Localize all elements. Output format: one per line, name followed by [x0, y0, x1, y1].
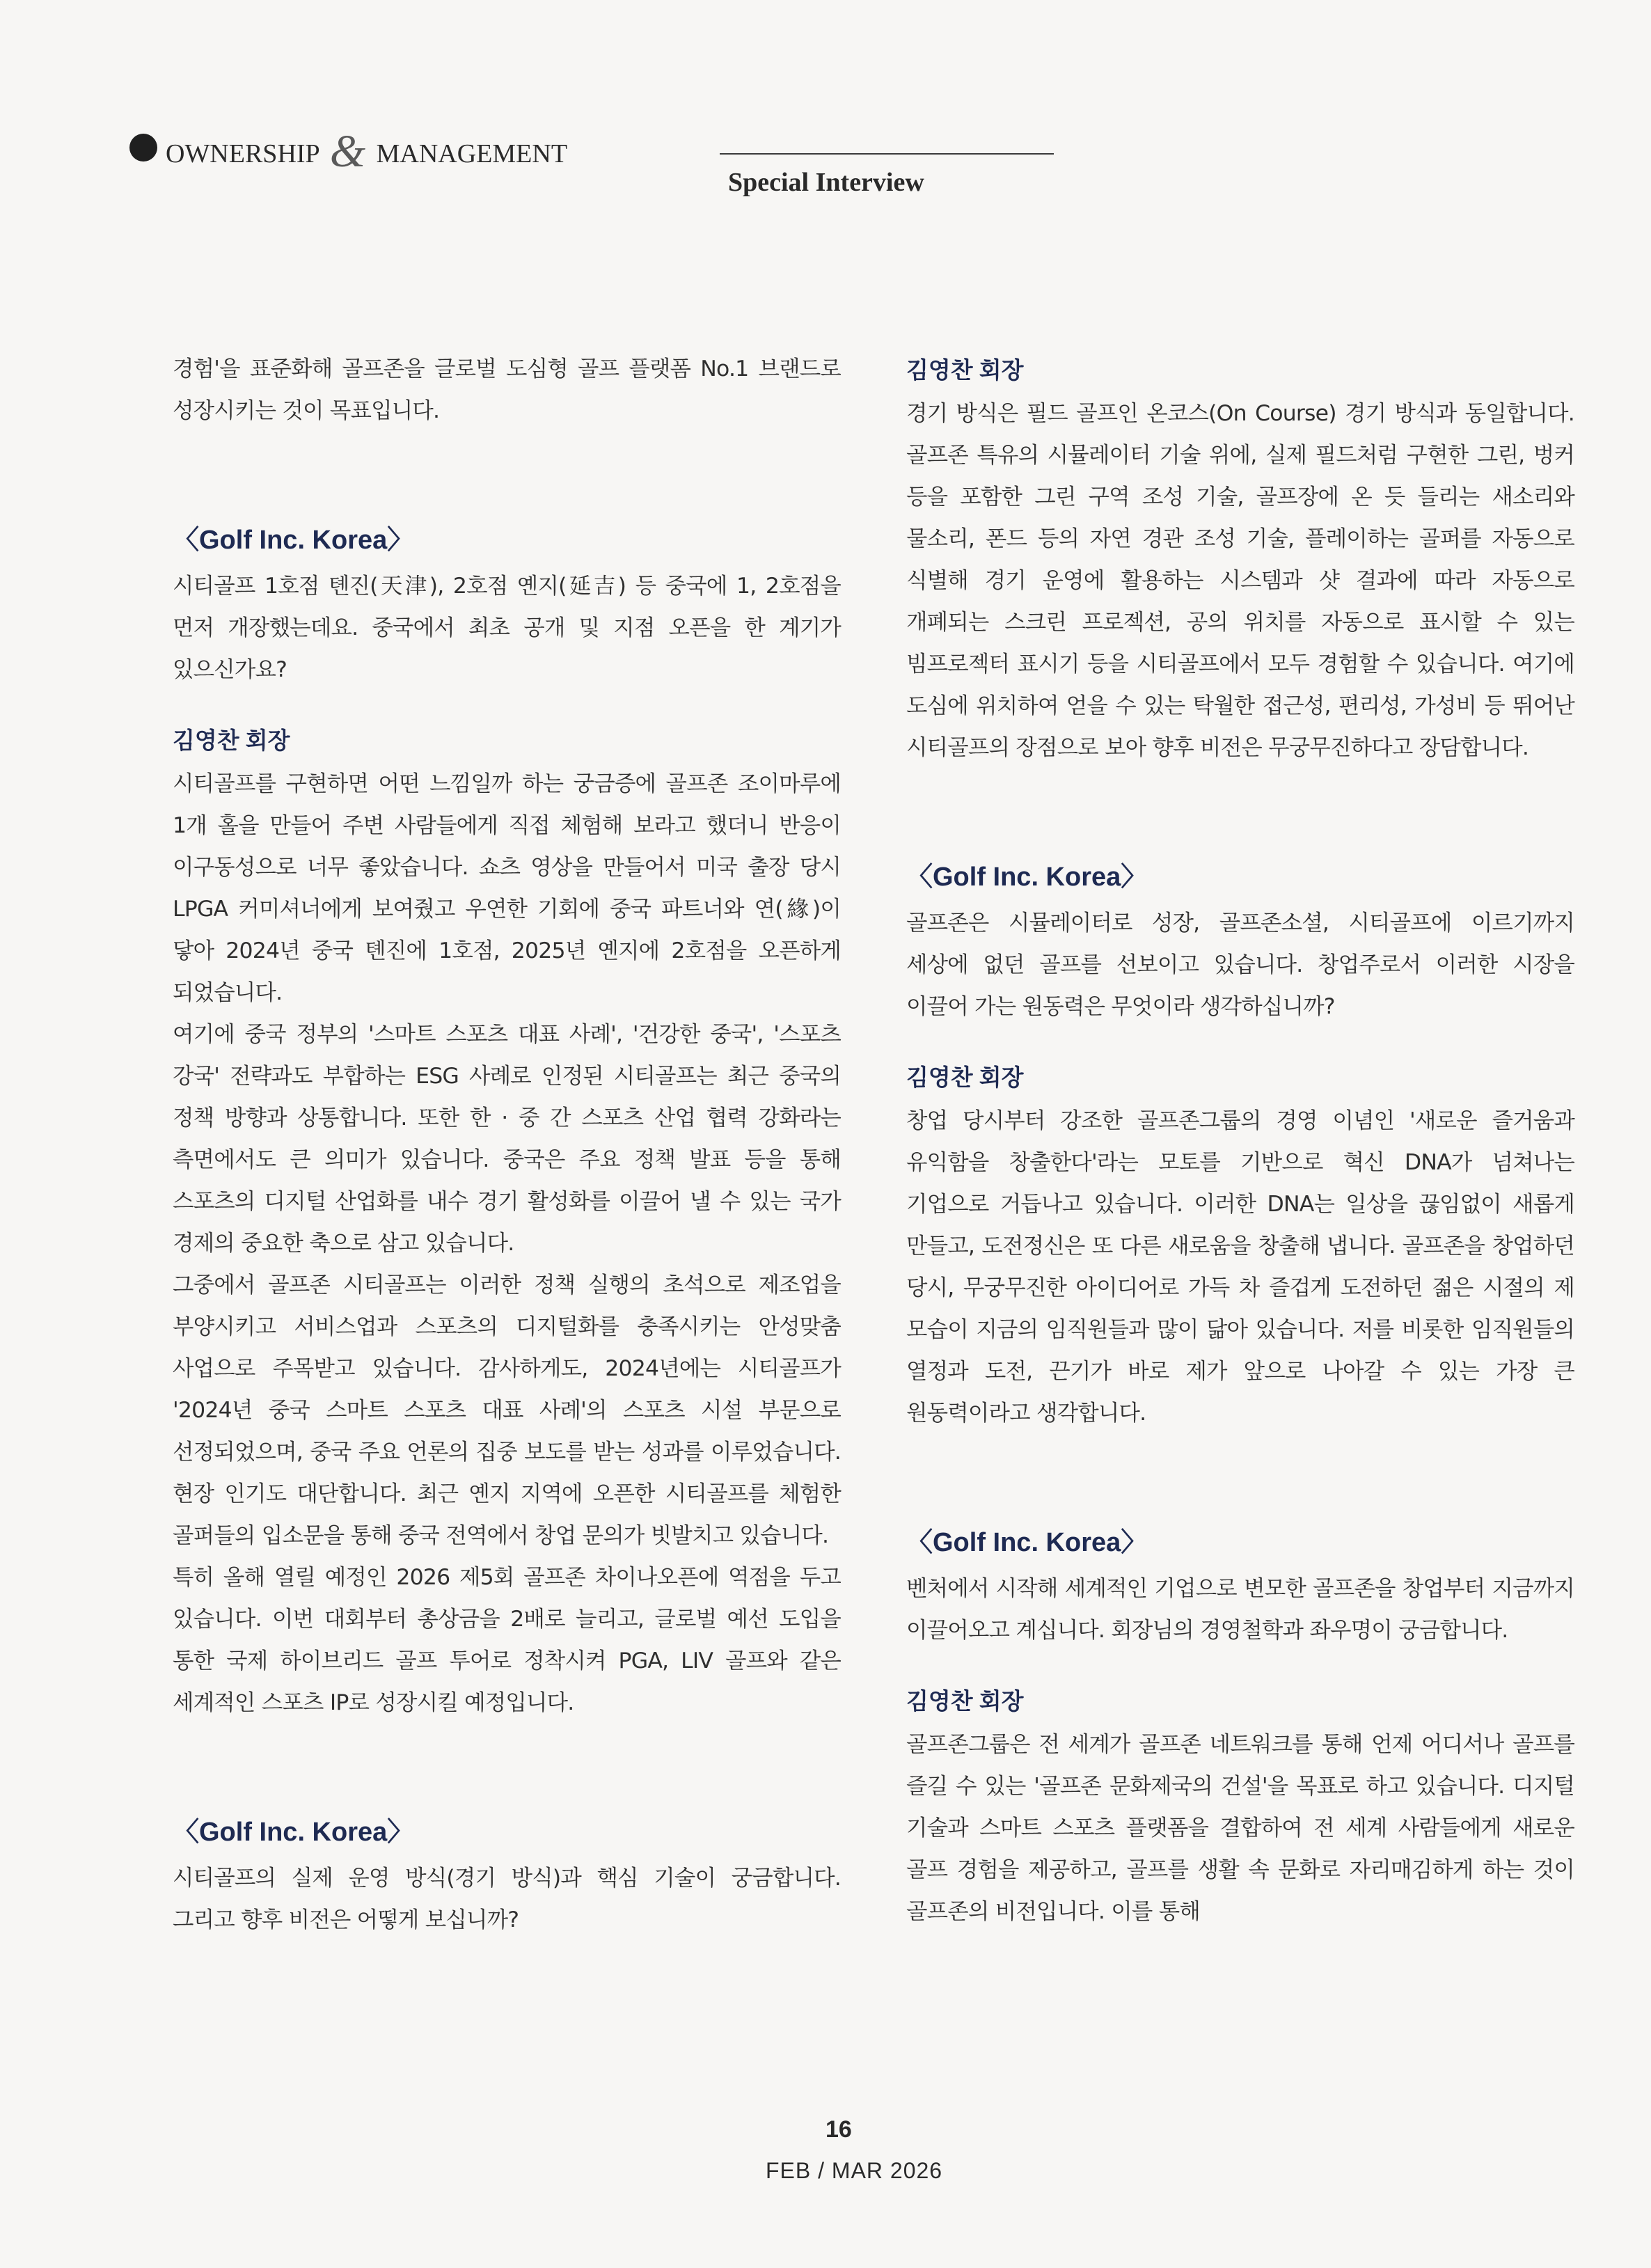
- intro-paragraph: 경험'을 표준화해 골프존을 글로벌 도심형 골프 플랫폼 No.1 브랜드로 성장시키는 것이 목표입니다.: [173, 356, 841, 423]
- section-title: Special Interview: [728, 168, 924, 197]
- answer-paragraph: 창업 당시부터 강조한 골프존그룹의 경영 이념인 '새로운 즐거움과 유익함을 창출한다'라는 모토를 기반으로 혁신 DNA가 넘쳐나는 기업으로 거듭나고 있습니다. 이러한 DNA는 일상을 끊임없이 새롭게 만들고, 도전정신은 또 다른 새로움을 창출해 냅니다. 골프존을 창업하던 당시, 무궁무진한 아이디어로 가득 차 즐겁게 도전하던 젊은 시절의 제 모습이 지금의 임직원들과 많이 닮아 있습니다. 저를 비롯한 임직원들의 열정과 도전, 끈기가 바로 제가 앞으로 나아갈 수 있는 가장 큰 원동력이라고 생각합니다.: [906, 1108, 1574, 1426]
- page-header: [129, 125, 951, 230]
- answer-paragraph: 그중에서 골프존 시티골프는 이러한 정책 실행의 초석으로 제조업을 부양시키고 서비스업과 스포츠의 디지털화를 충족시키는 안성맞춤 사업으로 주목받고 있습니다. 감사하게도, 2024년에는 시티골프가 '2024년 중국 스마트 스포츠 대표 사례'의 스포츠 시설 부문으로 선정되었으며, 중국 주요 언론의 집중 보도를 받는 성과를 이루었습니다. 현장 인기도 대단합니다. 최근 옌지 지역에 오픈한 시티골프를 체험한 골퍼들의 입소문을 통해 중국 전역에서 창업 문의가 빗발치고 있습니다.: [173, 1273, 841, 1548]
- question-text: 시티골프의 실제 운영 방식(경기 방식)과 핵심 기술이 궁금합니다. 그리고 향후 비전은 어떻게 보십니까?: [173, 1866, 841, 1932]
- page-number: 16: [825, 2116, 852, 2143]
- right-column: [906, 348, 1574, 1932]
- answer-paragraph: 골프존그룹은 전 세계가 골프존 네트워크를 통해 언제 어디서나 골프를 즐길 수 있는 '골프존 문화제국의 건설'을 목표로 하고 있습니다. 디지털 기술과 스마트 스포츠 플랫폼을 결합하여 전 세계 사람들에게 새로운 골프 경험을 제공하고, 골프를 생활 속 문화로 자리매김하게 하는 것이 골프존의 비전입니다. 이를 통해: [906, 1732, 1574, 1924]
- question-text: 벤처에서 시작해 세계적인 기업으로 변모한 골프존을 창업부터 지금까지 이끌어오고 계십니다. 회장님의 경영철학과 좌우명이 궁금합니다.: [906, 1576, 1574, 1643]
- answer-heading: 김영찬 회장: [906, 357, 1024, 383]
- question-heading: 〈Golf Inc. Korea〉: [173, 526, 414, 555]
- question-heading: 〈Golf Inc. Korea〉: [906, 1528, 1148, 1557]
- brand-management: MANAGEMENT: [376, 139, 568, 168]
- answer-heading: 김영찬 회장: [906, 1688, 1024, 1714]
- answer-heading: 김영찬 회장: [906, 1064, 1024, 1090]
- brand-ampersand: &: [329, 126, 366, 177]
- answer-paragraph: 여기에 중국 정부의 '스마트 스포츠 대표 사례', '건강한 중국', '스포츠 강국' 전략과도 부합하는 ESG 사례로 인정된 시티골프는 최근 중국의 정책 방향과 상통합니다. 또한 한 · 중 간 스포츠 산업 협력 강화라는 측면에서도 큰 의미가 있습니다. 중국은 주요 정책 발표 등을 통해 스포츠의 디지털 산업화를 내수 경기 활성화를 이끌어 낼 수 있는 국가 경제의 중요한 축으로 삼고 있습니다.: [173, 1022, 841, 1256]
- question-heading: 〈Golf Inc. Korea〉: [906, 863, 1148, 892]
- brand-ownership: OWNERSHIP: [166, 139, 319, 168]
- answer-paragraph: 시티골프를 구현하면 어떤 느낌일까 하는 궁금증에 골프존 조이마루에 1개 홀을 만들어 주변 사람들에게 직접 체험해 보라고 했더니 반응이 이구동성으로 너무 좋았습니다. 쇼츠 영상을 만들어서 미국 출장 당시 LPGA 커미셔너에게 보여줬고 우연한 기회에 중국 파트너와 연(緣)이 닿아 2024년 중국 톈진에 1호점, 2025년 옌지에 2호점을 오픈하게 되었습니다.: [173, 771, 841, 1005]
- magazine-section-brand: [166, 125, 567, 176]
- header-rule: [720, 153, 1054, 155]
- left-column: [173, 348, 841, 1941]
- answer-paragraph: 특히 올해 열릴 예정인 2026 제5회 골프존 차이나오픈에 역점을 두고 있습니다. 이번 대회부터 총상금을 2배로 늘리고, 글로벌 예선 도입을 통한 국제 하이브리드 골프 투어로 정착시켜 PGA, LIV 골프와 같은 세계적인 스포츠 IP로 성장시킬 예정입니다.: [173, 1565, 841, 1715]
- answer-heading: 김영찬 회장: [173, 727, 290, 753]
- issue-date: FEB / MAR 2026: [766, 2158, 943, 2183]
- question-text: 골프존은 시뮬레이터로 성장, 골프존소셜, 시티골프에 이르기까지 세상에 없던 골프를 선보이고 있습니다. 창업주로서 이러한 시장을 이끌어 가는 원동력은 무엇이라 생각하십니까?: [906, 911, 1574, 1019]
- answer-paragraph: 경기 방식은 필드 골프인 온코스(On Course) 경기 방식과 동일합니다. 골프존 특유의 시뮬레이터 기술 위에, 실제 필드처럼 구현한 그린, 벙커 등을 포함한 그린 구역 조성 기술, 골프장에 온 듯 들리는 새소리와 물소리, 폰드 등의 자연 경관 조성 기술, 플레이하는 골퍼를 자동으로 식별해 경기 운영에 활용하는 시스템과 샷 결과에 따라 자동으로 개폐되는 스크린 프로젝션, 공의 위치를 자동으로 표시할 수 있는 빔프로젝터 표시기 등을 시티골프에서 모두 경험할 수 있습니다. 여기에 도심에 위치하여 얻을 수 있는 탁월한 접근성, 편리성, 가성비 등 뛰어난 시티골프의 장점으로 보아 향후 비전은 무궁무진하다고 장담합니다.: [906, 401, 1574, 760]
- question-heading: 〈Golf Inc. Korea〉: [173, 1818, 414, 1847]
- question-text: 시티골프 1호점 톈진(天津), 2호점 옌지(延吉) 등 중국에 1, 2호점을 먼저 개장했는데요. 중국에서 최초 공개 및 지점 오픈을 한 계기가 있으신가요?: [173, 574, 841, 682]
- bullet-icon: [129, 134, 157, 162]
